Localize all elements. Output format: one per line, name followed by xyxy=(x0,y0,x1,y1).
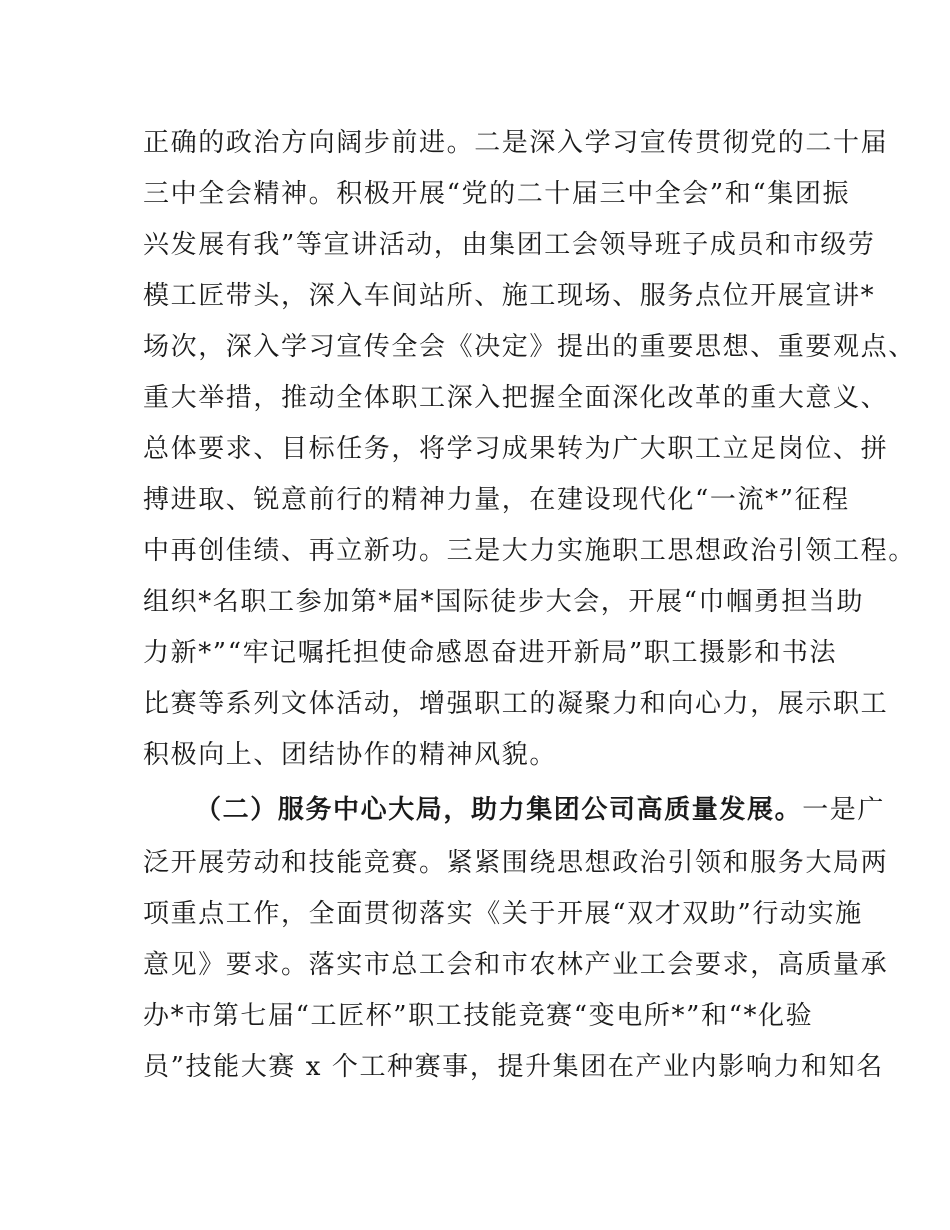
paragraph-line: 泛开展劳动和技能竞赛。紧紧围绕思想政治引领和服务大局两 xyxy=(143,848,889,878)
paragraph-line: 员”技能大赛 x 个工种赛事，提升集团在产业内影响力和知名 xyxy=(143,1052,884,1082)
paragraph-line: 模工匠带头，深入车间站所、施工现场、服务点位开展宣讲* xyxy=(143,281,876,311)
paragraph-line: 比赛等系列文体活动，增强职工的凝聚力和向心力，展示职工 xyxy=(143,689,889,719)
paragraph-line: 搏进取、锐意前行的精神力量，在建设现代化“一流*”征程 xyxy=(143,485,850,515)
paragraph-line: 项重点工作，全面贯彻落实《关于开展“双才双助”行动实施 xyxy=(143,899,863,929)
paragraph-line: 场次，深入学习宣传全会《决定》提出的重要思想、重要观点、 xyxy=(143,332,916,362)
paragraph-line: 正确的政治方向阔步前进。二是深入学习宣传贯彻党的二十届 xyxy=(143,128,889,158)
paragraph-line: 三中全会精神。积极开展“党的二十届三中全会”和“集团振 xyxy=(143,179,851,209)
paragraph-line: 组织*名职工参加第*届*国际徒步大会，开展“巾帼勇担当助 xyxy=(143,587,865,617)
paragraph-line: 意见》要求。落实市总工会和市农林产业工会要求，高质量承 xyxy=(143,950,889,980)
paragraph-line: 办*市第七届“工匠杯”职工技能竞赛“变电所*”和“*化验 xyxy=(143,1001,814,1031)
section-first-line-text: 一是广 xyxy=(802,795,886,825)
section-heading: （二）服务中心大局，助力集团公司高质量发展。 xyxy=(195,795,803,825)
paragraph-line: 总体要求、目标任务，将学习成果转为广大职工立足岗位、拼 xyxy=(143,434,889,464)
paragraph-line: 中再创佳绩、再立新功。三是大力实施职工思想政治引领工程。 xyxy=(143,536,916,566)
paragraph-line: 兴发展有我”等宣讲活动，由集团工会领导班子成员和市级劳 xyxy=(143,230,876,260)
paragraph-line: 力新*”“牢记嘱托担使命感恩奋进开新局”职工摄影和书法 xyxy=(143,638,838,668)
section-heading-line xyxy=(195,790,885,830)
paragraph-line: 积极向上、团结协作的精神风貌。 xyxy=(143,740,558,770)
paragraph-line: 重大举措，推动全体职工深入把握全面深化改革的重大意义、 xyxy=(143,383,889,413)
